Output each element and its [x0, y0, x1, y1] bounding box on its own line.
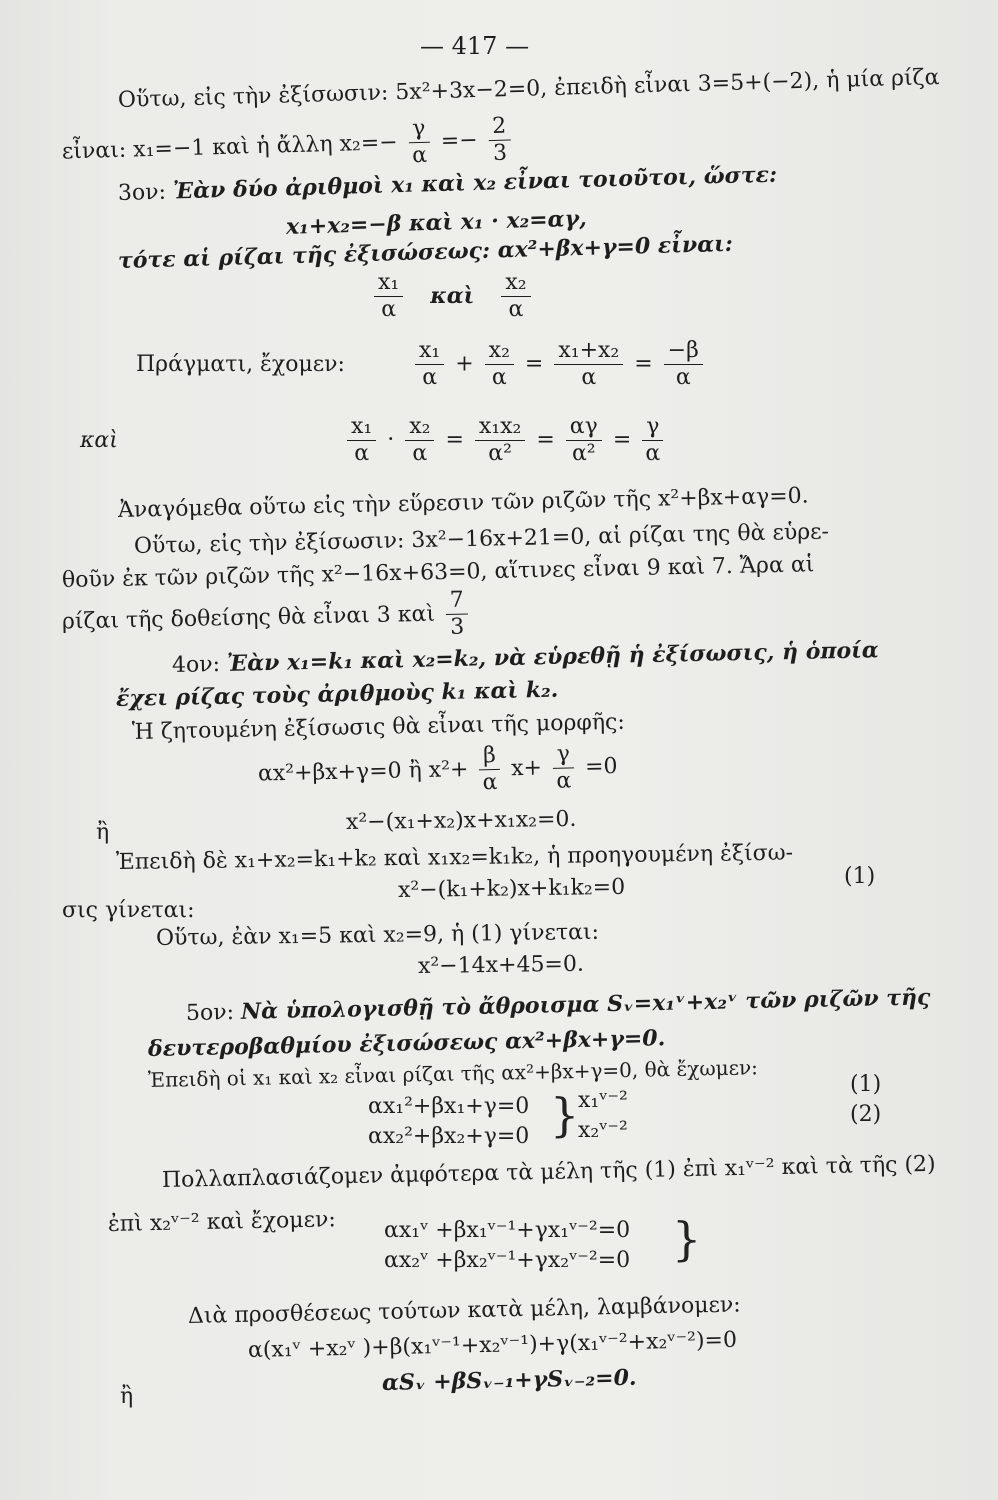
text-line: Οὕτω, εἰς τὴν ἐξίσωσιν: 3x²−16x+21=0, αἱ ρίζαι της θὰ εὑρε-: [133, 519, 830, 559]
numerator: γ: [642, 416, 663, 441]
fraction: [405, 416, 434, 465]
fraction: [664, 340, 703, 389]
theorem-line: [186, 986, 931, 1025]
text-segment: Ἐὰν x₁=k₁ καὶ x₂=k₂, νὰ εὑρεθῇ ἡ ἐξίσωσις, ἡ ὁποία: [226, 637, 879, 677]
equation-line: x₁+x₂=−β καὶ x₁ · x₂=αγ,: [285, 205, 588, 240]
fraction: [501, 272, 530, 321]
equation-tag: (1): [844, 864, 876, 889]
fraction: [374, 272, 403, 321]
text-segment: αx²+βx+γ=0 ἢ x²+: [257, 757, 469, 787]
text-segment: ἢ: [120, 1384, 134, 1409]
multiplier: x₂ᵛ⁻²: [578, 1118, 628, 1143]
text-line: Ἡ ζητουμένη ἐξίσωσις θὰ εἶναι τῆς μορφῆς:: [131, 709, 626, 745]
text-segment: Νὰ ὑπολογισθῇ τὸ ἄθροισμα Sᵥ=x₁ᵛ+x₂ᵛ τῶν ριζῶν τῆς: [240, 984, 931, 1025]
denominator: α: [422, 365, 438, 390]
fraction: [485, 340, 514, 389]
denominator: α: [482, 769, 498, 796]
text-segment: σις γίνεται:: [62, 898, 195, 923]
text-line: Ἀναγόμεθα οὕτω εἰς τὴν εὕρεσιν τῶν ριζῶν τῆς x²+βx+αγ=0.: [117, 483, 809, 523]
denominator: α: [411, 142, 428, 169]
equation-line: Πράγματι, ἔχομεν: $\frac{\text{x₁}}{\alpha}$ + $\frac{\text{x₂}}{\alpha}$ = $\frac{\text{x₁+x₂}}{\alpha}$ = $\frac{-\beta}{\alpha}$: [136, 340, 707, 389]
numerator: β: [479, 745, 500, 770]
section-label: 4ον:: [171, 651, 221, 678]
numerator: x₁: [347, 416, 376, 441]
text-segment: +: [455, 351, 474, 377]
theorem-line: ἔχει ρίζας τοὺς ἀριθμοὺς k₁ καὶ k₂.: [115, 676, 559, 712]
text-segment: καὶ: [430, 282, 475, 309]
right-brace: }: [550, 1088, 580, 1142]
numerator: x₂: [501, 272, 530, 297]
equation-line: καὶ $\frac{\text{x₁}}{\alpha}$ · $\frac{\text{x₂}}{\alpha}$ = $\frac{\text{x₁x₂}}{\text{α²}}$ = $\frac{\alpha\gamma}{\text{α²}}$ = $\frac{\gamma}{\alpha}$: [80, 416, 667, 465]
equation-tag: (1): [850, 1072, 882, 1097]
text-line: [61, 589, 472, 647]
denominator: α: [508, 297, 524, 322]
section-label: 3ον:: [117, 179, 167, 206]
fraction: [415, 340, 444, 389]
fraction: [408, 115, 431, 169]
text-segment: x+: [510, 755, 543, 782]
section-label: 5ον:: [185, 999, 235, 1026]
numerator: 2: [488, 115, 511, 141]
numerator: x₁: [415, 340, 444, 365]
text-line: Πολλαπλασιάζομεν ἀμφότερα τὰ μέλη τῆς (1) ἐπὶ x₁ᵛ⁻² καὶ τὰ τῆς (2): [161, 1151, 936, 1193]
theorem-line: δευτεροβαθμίου ἐξισώσεως αx²+βx+γ=0.: [147, 1025, 666, 1062]
right-brace: }: [672, 1212, 702, 1266]
equation-line: x²−(k₁+k₂)x+k₁k₂=0: [397, 874, 626, 903]
multiplier: x₁ᵛ⁻²: [578, 1088, 628, 1113]
text-line: ἐπὶ x₂ᵛ⁻² καὶ ἔχομεν:: [107, 1207, 337, 1237]
text-segment: =−: [440, 127, 478, 154]
numerator: −β: [664, 340, 703, 365]
denominator: α²: [488, 441, 512, 466]
text-line: τότε αἱ ρίζαι τῆς ἐξισώσεως: αx²+βx+γ=0 εἶναι:: [117, 230, 734, 274]
equation-line: αx₂ᵛ +βx₂ᵛ⁻¹+γx₂ᵛ⁻²=0: [384, 1248, 631, 1273]
text-segment: ρίζαι τῆς δοθείσης θὰ εἶναι 3 καὶ: [61, 601, 436, 635]
denominator: α: [675, 365, 691, 390]
theorem-line: [172, 639, 879, 677]
numerator: γ: [408, 118, 430, 144]
fraction: [479, 745, 501, 794]
equation-line: α(x₁ᵛ +x₂ᵛ )+β(x₁ᵛ⁻¹+x₂ᵛ⁻¹)+γ(x₁ᵛ⁻²+x₂ᵛ⁻²)=0: [247, 1327, 738, 1363]
equation-line: αx₂²+βx₂+γ=0: [368, 1124, 530, 1149]
numerator: x₁: [374, 272, 403, 297]
equation-line: x²−14x+45=0.: [417, 951, 585, 979]
equation-line: αx₁ᵛ +βx₁ᵛ⁻¹+γx₁ᵛ⁻²=0: [384, 1218, 631, 1243]
denominator: α: [645, 441, 661, 466]
denominator: α: [412, 441, 428, 466]
fraction: [566, 416, 602, 465]
numerator: x₁+x₂: [554, 340, 623, 365]
fraction: [554, 340, 623, 389]
text-segment: Ἐὰν δύο ἀριθμοὶ x₁ καὶ x₂ εἶναι τοιοῦτοι, ὥστε:: [172, 161, 778, 205]
text-segment: εἶναι: x₁=−1 καὶ ἡ ἄλλη x₂=−: [61, 130, 398, 165]
equation-line: αx₁²+βx₁+γ=0: [368, 1094, 530, 1119]
equation-line: αSᵥ +βSᵥ₋₁+γSᵥ₋₂=0.: [381, 1364, 637, 1396]
denominator: α²: [571, 441, 596, 466]
denominator: α: [354, 441, 370, 466]
text-segment: =0: [584, 753, 618, 780]
numerator: γ: [552, 743, 574, 768]
denominator: α: [581, 365, 597, 390]
denominator: α: [556, 768, 572, 794]
denominator: 3: [450, 614, 465, 640]
text-segment: καὶ: [80, 427, 118, 453]
fraction: [475, 416, 525, 465]
numerator: x₂: [405, 416, 434, 441]
fraction: [488, 115, 511, 165]
fraction: [347, 416, 376, 465]
denominator: 3: [492, 140, 508, 166]
text-line: Ἐπειδὴ οἱ x₁ καὶ x₂ εἶναι ρίζαι τῆς αx²+βx+γ=0, θὰ ἔχωμεν:: [147, 1055, 759, 1092]
fraction: [552, 743, 574, 792]
numerator: 7: [445, 590, 468, 615]
page-number: — 417 —: [420, 32, 530, 60]
denominator: α: [381, 297, 397, 322]
text-segment: Πράγματι, ἔχομεν:: [136, 351, 345, 377]
equation-line: [257, 742, 618, 799]
fraction: [445, 587, 468, 640]
text-segment: ἢ: [96, 820, 110, 845]
denominator: α: [491, 365, 507, 390]
text-line: Οὕτω, εἰς τὴν ἐξίσωσιν: 5x²+3x−2=0, ἐπειδὴ εἶναι 3=5+(−2), ἡ μία ρίζα: [117, 65, 940, 113]
equation-line: [370, 272, 535, 321]
numerator: x₂: [485, 340, 514, 365]
equation-line: x²−(x₁+x₂)x+x₁x₂=0.: [345, 806, 577, 835]
text-line: [61, 115, 515, 177]
numerator: x₁x₂: [475, 416, 525, 441]
text-line: Οὕτω, ἐὰν x₁=5 καὶ x₂=9, ἡ (1) γίνεται:: [155, 919, 600, 951]
text-segment: ·: [387, 427, 395, 453]
numerator: αγ: [566, 416, 602, 441]
equation-tag: (2): [850, 1102, 882, 1127]
text-line: Ἐπειδὴ δὲ x₁+x₂=k₁+k₂ καὶ x₁x₂=k₁k₂, ἡ προηγουμένη ἐξίσω-: [115, 840, 794, 875]
text-line: Διὰ προσθέσεως τούτων κατὰ μέλη, λαμβάνομεν:: [187, 1292, 741, 1329]
text-line: θοῦν ἐκ τῶν ριζῶν τῆς x²−16x+63=0, αἵτινες εἶναι 9 καὶ 7. Ἄρα αἱ: [61, 552, 815, 593]
fraction: [642, 416, 663, 465]
